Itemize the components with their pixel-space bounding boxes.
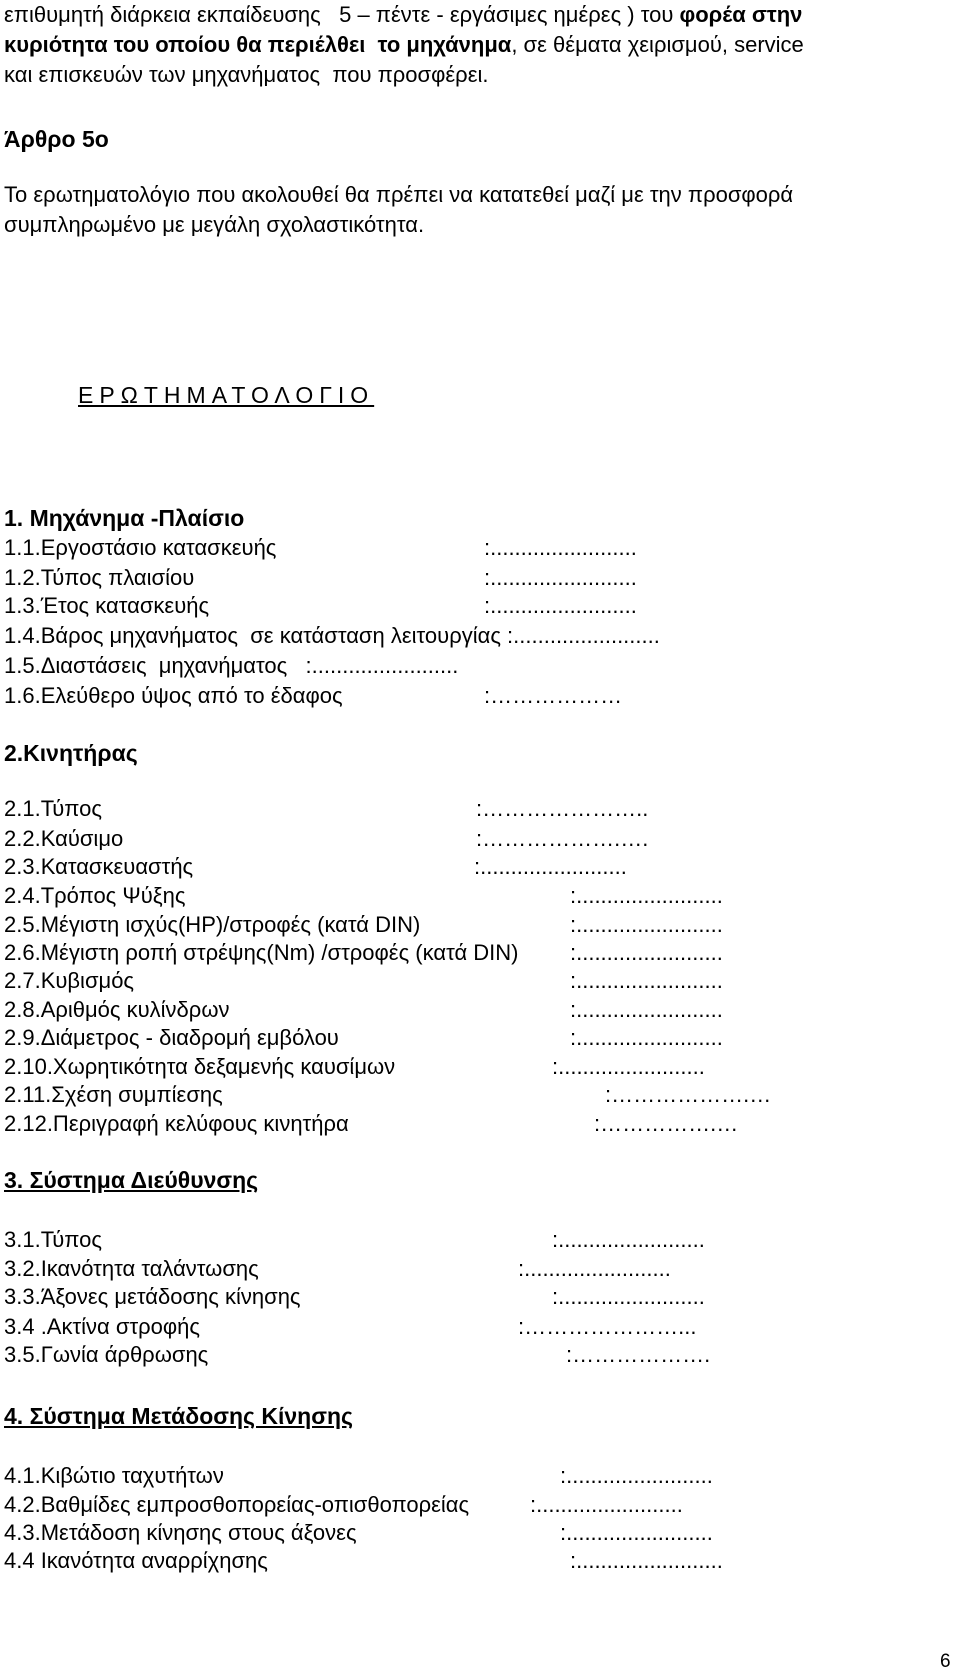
field-value-blank: :........................ (560, 1520, 713, 1545)
field-value-blank: :……………….…. (476, 826, 649, 851)
field-value-blank: :........................ (552, 1227, 705, 1252)
field-label: 4.3.Μετάδοση κίνησης στους άξονες (4, 1520, 357, 1545)
field-label: 2.9.Διάμετρος - διαδρομή εμβόλου (4, 1025, 339, 1050)
field-value-blank: :........................ (570, 1548, 723, 1573)
field-value-blank: :........................ (484, 535, 637, 560)
section-title: 1. Μηχάνημα -Πλαίσιο (4, 505, 245, 531)
field-label: 1.3.Έτος κατασκευής (4, 593, 210, 618)
field-value-blank: :........................ (570, 1025, 723, 1050)
field-label: 3.5.Γωνία άρθρωσης (4, 1342, 209, 1367)
field-label: 4.2.Βαθμίδες εμπροσθοπορείας-οπισθοπορείας (4, 1492, 470, 1517)
field-value-blank: :........................ (570, 940, 723, 965)
field-value-blank: :…………….… (594, 1111, 739, 1136)
field-label: 2.6.Μέγιστη ροπή στρέψης(Nm) /στροφές (κατά DIN) (4, 940, 519, 965)
field-label: 3.2.Ικανότητα ταλάντωσης (4, 1256, 259, 1281)
field-label: 2.5.Μέγιστη ισχύς(HP)/στροφές (κατά DIN) (4, 912, 421, 937)
field-label: 4.1.Κιβώτιο ταχυτήτων (4, 1463, 224, 1488)
section-title: 4. Σύστημα Μετάδοσης Κίνησης (4, 1403, 353, 1429)
intro-bold-text: κυριότητα του οποίου θα περιέλθει το μηχάνημα (4, 32, 512, 57)
field-label: 3.4 .Ακτίνα στροφής (4, 1314, 201, 1339)
field-value-blank: :........................ (484, 593, 637, 618)
field-label: 2.11.Σχέση συμπίεσης (4, 1082, 223, 1107)
field-label: 2.10.Χωρητικότητα δεξαμενής καυσίμων (4, 1054, 396, 1079)
field-label: 4.4 Ικανότητα αναρρίχησης (4, 1548, 268, 1573)
field-value-blank: ........................ (513, 623, 660, 648)
field-value-blank: ........................ (311, 653, 459, 678)
field-label: 1.2.Τύπος πλαισίου (4, 565, 195, 590)
article-text-line-2: συμπληρωμένο με μεγάλη σχολαστικότητα. (4, 212, 425, 237)
field-label: 2.8.Αριθμός κυλίνδρων (4, 997, 230, 1022)
field-value-blank: :........................ (552, 1284, 705, 1309)
field-label: 2.4.Τρόπος Ψύξης (4, 883, 186, 908)
field-label: 2.2.Καύσιμο (4, 826, 124, 851)
field-label: 1.5.Διαστάσεις μηχανήματος : (4, 653, 312, 678)
questionnaire-title: ΕΡΩΤΗΜΑΤΟΛΟΓΙΟ (78, 382, 375, 408)
field-value-blank: :………………. (566, 1342, 711, 1367)
field-value-blank: :……………….… (605, 1082, 772, 1107)
field-value-blank: :........................ (570, 883, 723, 908)
field-label: 2.3.Κατασκευαστής (4, 854, 194, 879)
field-value-blank: :........................ (560, 1463, 713, 1488)
field-value-blank: :……………… (484, 683, 623, 708)
intro-line-1 (4, 2, 802, 28)
section-title: 2.Κινητήρας (4, 740, 138, 766)
field-value-blank: :........................ (570, 997, 723, 1022)
article-heading: Άρθρο 5ο (4, 126, 109, 152)
field-value-blank: :........................ (570, 968, 723, 993)
intro-text: επιθυμητή διάρκεια εκπαίδευσης 5 – πέντε - εργάσιμες ημέρες ) του (4, 2, 680, 27)
field-value-blank: :........................ (570, 912, 723, 937)
field-value-blank: :........................ (484, 565, 637, 590)
article-text-line-1: Το ερωτηματολόγιο που ακολουθεί θα πρέπει να κατατεθεί μαζί με την προσφορά (4, 182, 794, 207)
field-value-blank: :…………………... (518, 1314, 697, 1339)
section-title: 3. Σύστημα Διεύθυνσης (4, 1167, 259, 1193)
field-label: 1.4.Βάρος μηχανήματος σε κατάσταση λειτουργίας : (4, 623, 514, 648)
field-label: 2.7.Κυβισμός (4, 968, 135, 993)
field-label: 1.6.Ελεύθερο ύψος από το έδαφος (4, 683, 343, 708)
field-value-blank: :........................ (518, 1256, 671, 1281)
field-value-blank: :........................ (474, 854, 627, 879)
field-label: 3.3.Άξονες μετάδοσης κίνησης (4, 1284, 301, 1309)
field-value-blank: :........................ (530, 1492, 683, 1517)
field-label: 2.1.Τύπος (4, 796, 102, 821)
field-label: 3.1.Τύπος (4, 1227, 102, 1252)
intro-bold-text: φορέα στην (679, 2, 803, 27)
intro-text: , σε θέματα χειρισμού, service (511, 32, 804, 57)
intro-line-3: και επισκευών των μηχανήματος που προσφέρει. (4, 62, 489, 87)
page-number: 6 (940, 1651, 951, 1672)
intro-line-2 (4, 32, 804, 58)
field-value-blank: :………………….. (476, 796, 649, 821)
field-label: 1.1.Εργοστάσιο κατασκευής (4, 535, 277, 560)
field-value-blank: :........................ (552, 1054, 705, 1079)
field-label: 2.12.Περιγραφή κελύφους κινητήρα (4, 1111, 349, 1136)
